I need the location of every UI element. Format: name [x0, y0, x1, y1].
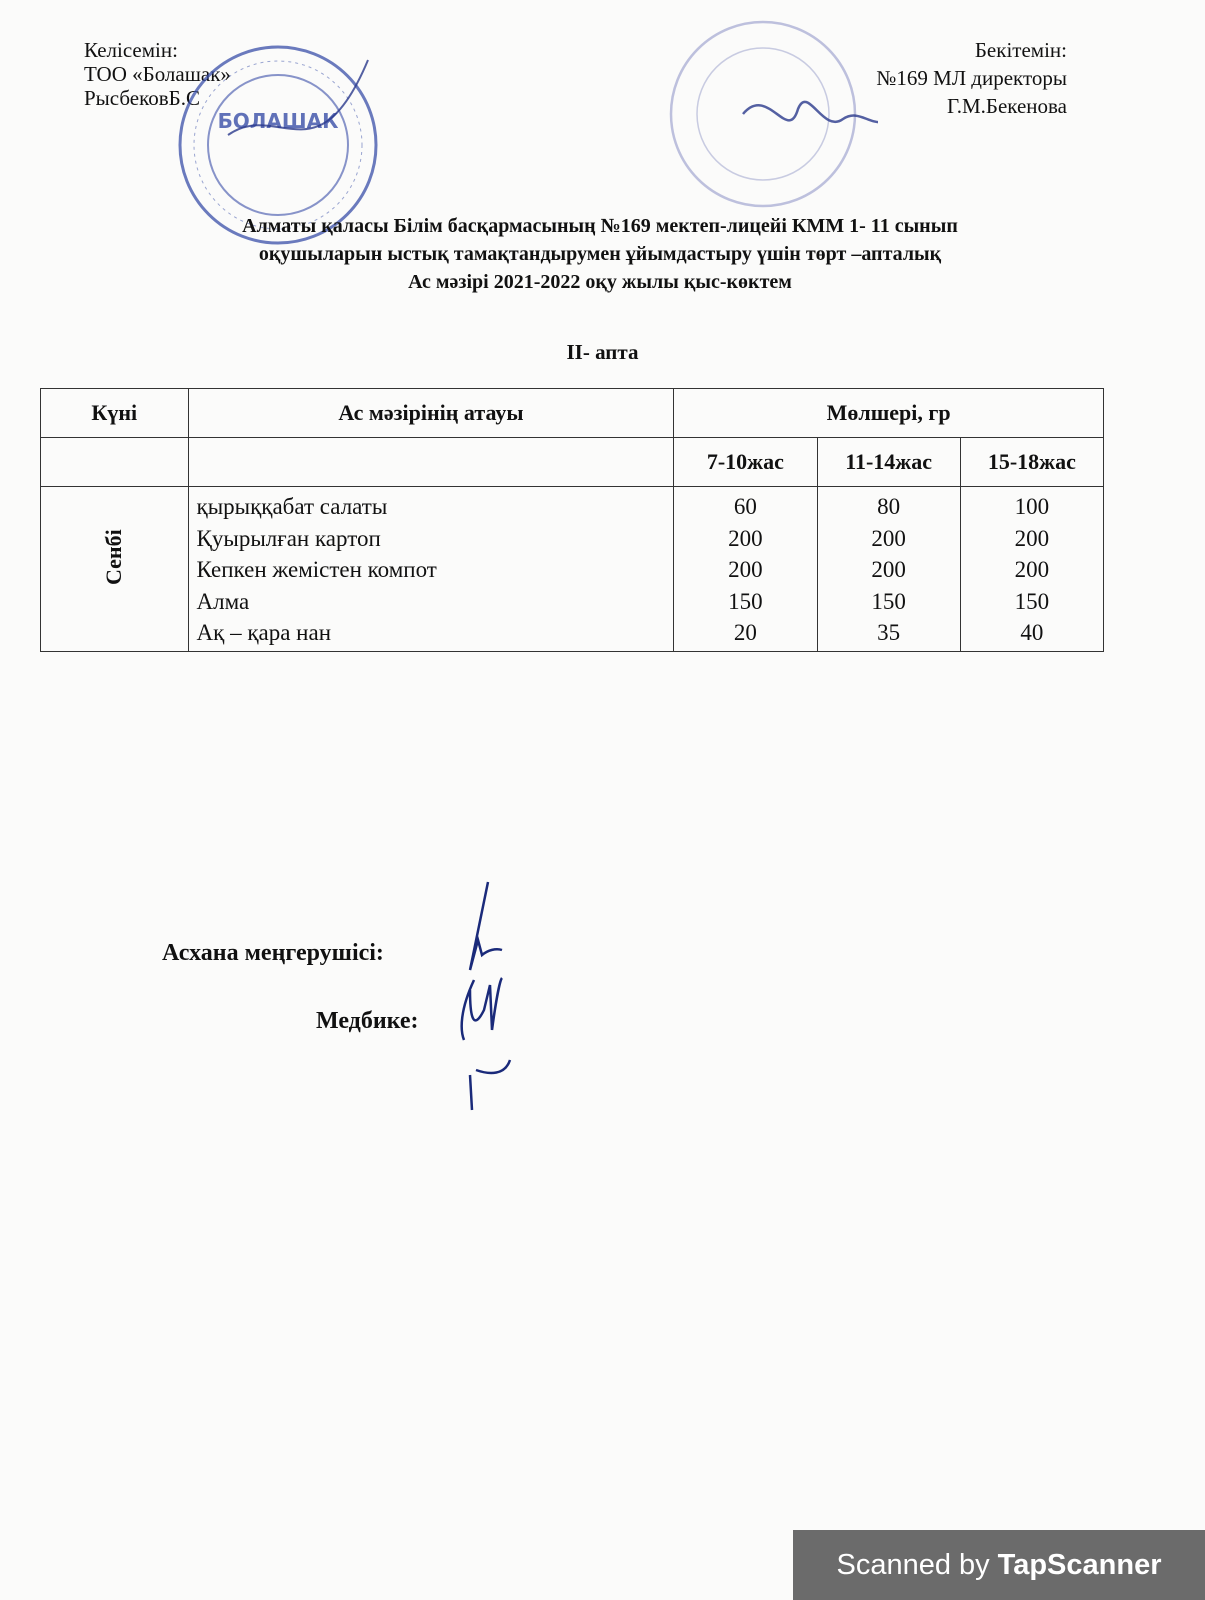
header-empty [41, 438, 189, 487]
approved-label: Бекітемін: [974, 38, 1067, 62]
stamp-text: БОЛАШАК [217, 109, 339, 133]
amount-value: 200 [728, 557, 763, 582]
document-title [60, 212, 1140, 296]
header-age-group: 15-18жас [960, 438, 1103, 487]
amounts-15-18 [960, 487, 1103, 652]
director-name: Г.М.Бекенова [946, 94, 1067, 118]
dish-name: Қуырылған картоп [196, 525, 381, 551]
dish-name: қырыққабат салаты [196, 494, 388, 519]
amount-value: 40 [1020, 620, 1044, 645]
header-age-group: 7-10жас [674, 438, 817, 487]
amount-value: 200 [728, 525, 763, 551]
day-label: Сенбі [101, 529, 127, 585]
watermark-brand: TapScanner [997, 1548, 1162, 1581]
header-age-group: 11-14жас [817, 438, 960, 487]
amount-value: 35 [877, 620, 901, 645]
agreed-label: Келісемін: [84, 38, 178, 62]
dish-list [188, 487, 674, 652]
amounts-7-10 [674, 487, 817, 652]
title-line: оқушыларын ыстық тамақтандырумен ұйымдастыру үшін төрт –апталық [258, 243, 942, 265]
dish-name: Алма [196, 588, 250, 614]
amount-value: 150 [728, 588, 763, 614]
table-row [41, 487, 1104, 652]
scanner-watermark [793, 1530, 1205, 1600]
amount-value: 60 [733, 494, 757, 519]
dish-name: Кепкен жемістен компот [196, 557, 437, 582]
header-dish: Ас мәзірінің атауы [188, 389, 674, 438]
amount-value: 200 [1014, 557, 1050, 582]
title-line: Алматы қаласы Білім басқармасының №169 мектеп-лицейі КММ 1- 11 сынып [242, 215, 958, 237]
menu-table [40, 388, 1104, 652]
amounts-11-14 [817, 487, 960, 652]
amount-value: 200 [1014, 525, 1050, 551]
company-name: ТОО «Болашак» [84, 62, 231, 86]
header-empty [188, 438, 674, 487]
handwritten-signature-icon [430, 880, 530, 1130]
week-label: II- апта [566, 340, 639, 364]
company-signatory: РысбековБ.С [84, 86, 200, 110]
day-cell [41, 487, 189, 652]
amount-value: 150 [1014, 588, 1050, 614]
amount-value: 200 [871, 525, 906, 551]
approval-right-block [876, 36, 1067, 120]
canteen-head-label: Асхана меңгерушісі: [162, 940, 384, 966]
amount-value: 200 [871, 557, 906, 582]
nurse-label: Медбике: [316, 1008, 419, 1034]
watermark-prefix: Scanned by [836, 1548, 990, 1581]
director-title: №169 МЛ директоры [876, 66, 1067, 90]
title-line: Ас мәзірі 2021-2022 оқу жылы қыс-көктем [408, 271, 792, 293]
amount-value: 100 [1014, 494, 1050, 519]
amount-value: 80 [877, 494, 901, 519]
dish-name: Ақ – қара нан [196, 620, 331, 645]
amount-value: 20 [733, 620, 757, 645]
header-day: Күні [41, 389, 189, 438]
header-amount: Мөлшері, гр [674, 389, 1104, 438]
amount-value: 150 [871, 588, 906, 614]
round-stamp-icon [648, 14, 878, 214]
